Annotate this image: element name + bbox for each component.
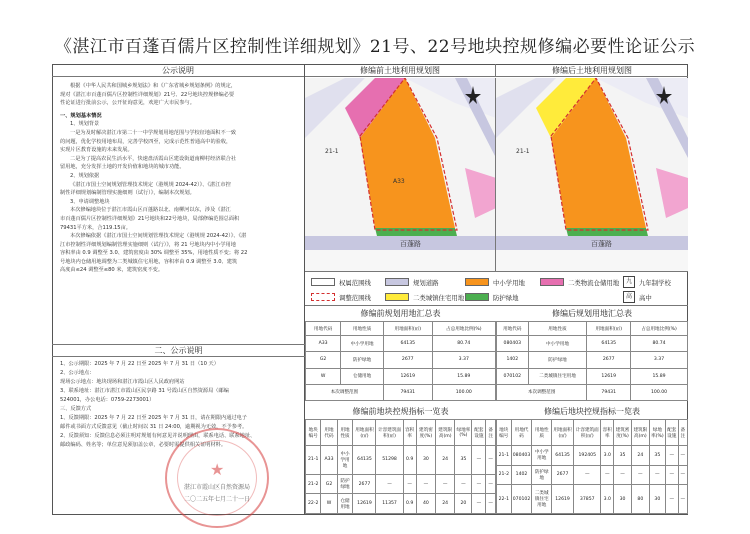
table-header: 容积率 — [601, 420, 614, 446]
table-cell: 64135 — [552, 446, 574, 466]
table-cell: 3.0 — [601, 446, 614, 466]
table-cell: — — [678, 446, 687, 466]
page-title: 《湛江市百蓬百儒片区控制性详细规划》21号、22号地块控规修编必要性论证公示 — [54, 37, 696, 57]
table-cell: — — [574, 465, 601, 485]
map-before-road-label: 百蓬路 — [400, 240, 421, 248]
subsection-title: 3、申请调整地块 — [70, 198, 110, 205]
table-cell: 防护绿地 — [532, 465, 552, 485]
paragraph-line: 本次修编依据《湛江市国土空间规划管理技术规定（港规规 2024-42）》、《湛 — [70, 233, 247, 240]
legend-item — [623, 291, 652, 303]
paragraph-line: 一是为及时解决湛江市第二十一中学规划用地范围与学校征地面积不一致 — [70, 129, 237, 136]
table-cell: — — [455, 474, 472, 494]
seal-organization: 湛江市霞山区自然资源局 — [183, 484, 250, 491]
table-cell: 防护绿地 — [528, 352, 587, 368]
table-cell: G2 — [321, 474, 337, 494]
table-cell: 仓储用地 — [337, 494, 353, 514]
nine-year-school-icon: 九 — [623, 276, 635, 288]
legend-item — [465, 276, 525, 288]
detail-line: 1、公示期限：2025 年 7 月 22 日至 2025 年 7 月 31 日（10 天） — [60, 361, 219, 367]
table-cell: 30 — [416, 446, 435, 475]
table-row — [306, 336, 496, 352]
legend-label: 调整范围线 — [339, 293, 371, 302]
table-cell: 15.89 — [432, 368, 495, 384]
table-cell: 22-1 — [497, 485, 512, 514]
paragraph-line: 《湛江市国土空间规划管理技术规定（港规规 2024-42）》、《湛江市控 — [70, 181, 231, 188]
table-header: 用地性质 — [532, 420, 552, 446]
detail-line: 2、反馈须知：反馈信息必须注明对规划有何意见并说明理由，联系电话、联系地址、 — [60, 433, 256, 439]
table-cell: 24 — [631, 446, 649, 466]
table-cell: 12619 — [353, 494, 376, 514]
legend-item — [311, 276, 371, 288]
map-legend — [305, 272, 688, 306]
map-after — [496, 78, 688, 272]
table-header: 备注 — [486, 420, 496, 446]
table-cell: 080403 — [511, 446, 532, 466]
table-cell: 二类城镇住宅用地 — [528, 368, 587, 384]
table-cell: — — [678, 465, 687, 485]
explanation-heading: 公示说明 — [52, 64, 304, 77]
table-cell: 30 — [614, 485, 632, 514]
table-header: 用地性质 — [528, 322, 587, 336]
detail-line: 邮件或书面方式反馈意见（截止时间以 31 日 24:00，逾期视为无效，不予参考。 — [60, 424, 248, 430]
intro-line: 现对《湛江市百蓬百儒片区控制性详细规划》21号、22号地块控规修编必要 — [60, 91, 235, 98]
table-cell: 51298 — [376, 446, 403, 475]
table-cell: 2677 — [552, 465, 574, 485]
table-cell: 64135 — [353, 446, 376, 475]
table-cell: 防护绿地 — [337, 474, 353, 494]
intro-line: 根据《中华人民共和国城乡规划法》和《广东省城乡规划条例》的规定， — [70, 83, 237, 89]
table-cell: 79431 — [587, 384, 631, 400]
detail-line: 3、联系地址：湛江市湛江市霞山区民享路 31 号霞山区自然资源局（邮编 — [60, 388, 229, 394]
map-after-drawing — [496, 78, 688, 272]
legend-label: 高中 — [639, 293, 652, 302]
table-header: 备注 — [678, 420, 687, 446]
table-header: 配套设施 — [472, 420, 486, 446]
table-cell: 20 — [455, 494, 472, 514]
map-before — [305, 78, 496, 272]
table-cell: — — [665, 465, 678, 485]
table-cell: 12619 — [587, 368, 631, 384]
table-cell: 3.0 — [601, 485, 614, 514]
explanation-text — [60, 82, 298, 275]
paragraph-line: 本次修编地块位于湛江市霞山区百蓬路以北、南柳河以东，涉及《湛江 — [70, 207, 231, 214]
paragraph-line: 实现片区教育设施的未来发展。 — [60, 147, 133, 154]
paragraph-line: 留用地，充分发挥土地的开发价值和地块的城市功能。 — [60, 164, 185, 171]
table-header: 计容建筑面积(㎡) — [574, 420, 601, 446]
table-cell: 22-2 — [306, 494, 321, 514]
table-row — [497, 465, 688, 485]
table-cell: 11357 — [376, 494, 403, 514]
legend-swatch — [540, 278, 564, 286]
legend-label: 九年制学校 — [639, 278, 671, 287]
table-header: 配套设施 — [665, 420, 678, 446]
table-header: 用地面积(㎡) — [587, 322, 631, 336]
paragraph-line: 市百蓬百儒片区控制性详细规划》21号地块和22号地块，局部修编范围总面积 — [60, 215, 240, 222]
table-header: 用地面积(㎡) — [383, 322, 432, 336]
table-cell: 80.74 — [432, 336, 495, 352]
table-cell: 0.9 — [403, 446, 416, 475]
after-summary-title: 修编后规划用地汇总表 — [552, 309, 632, 318]
seal-date: 二〇二五年七月二十一日 — [183, 496, 250, 503]
after-indicator-table — [496, 419, 688, 514]
table-header: 用地面积(㎡) — [552, 420, 574, 446]
map-after-block-label: 21-1 — [516, 148, 530, 155]
table-cell: 1402 — [497, 352, 529, 368]
table-header: 用地性质 — [341, 322, 384, 336]
legend-swatch — [311, 278, 335, 286]
seal-star-icon: ★ — [210, 460, 225, 479]
legend-label: 二类物流仓储用地 — [568, 278, 620, 287]
table-cell: 12619 — [383, 368, 432, 384]
table-cell: — — [665, 485, 678, 514]
table-row — [306, 368, 496, 384]
table-cell: 21-1 — [306, 446, 321, 475]
subsection-title: 2、规划依据 — [70, 172, 100, 179]
detail-line: 现场公示地点：地块现场和湛江市霞山区人民政府网站 — [60, 379, 185, 385]
legend-item — [465, 291, 519, 303]
table-cell: 仓储用地 — [341, 368, 384, 384]
table-cell: 12619 — [552, 485, 574, 514]
section-1-title: 一、规划基本情况 — [60, 112, 102, 119]
table-header: 容积率 — [403, 420, 416, 446]
paragraph-line: 二是为了提高农民生活水平，快速盘活霞山区建设街道南柳村经济联合社 — [70, 155, 237, 162]
paragraph-line: 制性详细规划编制管理实施细则（试行）》，编制本次规划。 — [60, 190, 195, 197]
table-cell: — — [678, 485, 687, 514]
map-before-title: 修编前土地利用规划图 — [305, 64, 496, 77]
table-row — [306, 494, 496, 514]
table-cell: 二类城镇住宅用地 — [532, 485, 552, 514]
map-after-title: 修编后土地利用规划图 — [496, 64, 688, 77]
after-indicator-title: 修编后地块控规指标一览表 — [544, 407, 640, 416]
legend-swatch — [465, 293, 489, 301]
legend-item — [385, 276, 439, 288]
table-cell: 本次调整范围 — [306, 384, 384, 400]
table-cell: — — [486, 494, 496, 514]
before-summary-table — [305, 321, 496, 401]
table-cell: A33 — [321, 446, 337, 475]
table-cell: 21-2 — [306, 474, 321, 494]
legend-swatch — [385, 293, 409, 301]
table-cell: — — [486, 474, 496, 494]
subsection-title: 1、规划背景 — [70, 121, 100, 128]
table-header: 占总用地比例(%) — [631, 322, 688, 336]
table-cell: 070102 — [511, 485, 532, 514]
paragraph-line: 79431平方米，合119.15亩。 — [60, 224, 131, 231]
table-cell: 100.00 — [432, 384, 495, 400]
table-header: 建筑密度(%) — [614, 420, 632, 446]
table-cell: 80 — [631, 485, 649, 514]
table-header: 用地代码 — [497, 322, 529, 336]
detail-line: 2、公示地点： — [60, 370, 95, 376]
table-cell: 35 — [455, 446, 472, 475]
legend-swatch — [311, 293, 335, 301]
table-header: 绿地率(%) — [649, 420, 665, 446]
table-total-row — [306, 384, 496, 400]
table-cell: A33 — [306, 336, 341, 352]
paragraph-line: 高度由≤24 调整至≤80 米，建筑密度不变。 — [60, 267, 164, 274]
legend-label: 防护绿地 — [493, 293, 519, 302]
table-cell: 防护绿地 — [341, 352, 384, 368]
table-cell: 本次调整范围 — [497, 384, 587, 400]
table-cell: — — [665, 446, 678, 466]
table-header: 建筑限高(m) — [631, 420, 649, 446]
notice-details — [60, 360, 298, 450]
before-indicator-table — [305, 419, 496, 514]
table-total-row — [497, 384, 688, 400]
table-header: 占总用地比例(%) — [432, 322, 495, 336]
table-cell: 100.00 — [631, 384, 688, 400]
table-cell: 080403 — [497, 336, 529, 352]
table-cell: — — [601, 465, 614, 485]
map-before-drawing — [305, 78, 496, 272]
table-cell: 1402 — [511, 465, 532, 485]
table-header: 建筑限高(m) — [436, 420, 455, 446]
table-row — [497, 446, 688, 466]
table-cell: — — [486, 446, 496, 475]
table-cell: 24 — [436, 446, 455, 475]
intro-line: 性论证进行批前公示，公开征询意见，欢迎广大市民参与。 — [60, 100, 195, 107]
table-header: 用地面积(㎡) — [353, 420, 376, 446]
legend-item — [540, 276, 619, 288]
table-row — [497, 336, 688, 352]
after-summary-table — [496, 321, 688, 401]
table-cell: — — [472, 474, 486, 494]
table-header: 用地代码 — [511, 420, 532, 446]
table-cell: 中小学用地 — [337, 446, 353, 475]
table-cell: 21-2 — [497, 465, 512, 485]
legend-label: 二类城镇住宅用地 — [413, 293, 465, 302]
table-cell: 中小学用地 — [341, 336, 384, 352]
table-cell: W — [306, 368, 341, 384]
legend-swatch — [465, 278, 489, 286]
paragraph-line: 容积率由 0.9 调整至 3.0、建筑密度由 30% 调整至 35%，用地性质不变；将 22 — [60, 250, 248, 257]
table-header: 地块编号 — [306, 420, 321, 446]
paragraph-line: 的问题，优化学校用地布局，完善学校四至，完成示范性普通高中的验收， — [60, 138, 232, 145]
legend-swatch — [385, 278, 409, 286]
table-cell: 中小学用地 — [528, 336, 587, 352]
legend-item — [385, 291, 464, 303]
table-header: 计容建筑面积(㎡) — [376, 420, 403, 446]
map-after-road-label: 百蓬路 — [591, 240, 612, 248]
table-cell: — — [472, 494, 486, 514]
detail-line: 邮政编码、姓名等；单位意见须加盖公章，必要时需提供相关证明材料。 — [60, 442, 227, 448]
table-cell: 79431 — [383, 384, 432, 400]
table-cell: G2 — [306, 352, 341, 368]
table-cell: — — [416, 474, 435, 494]
table-row — [306, 446, 496, 475]
table-header: 地块编号 — [497, 420, 512, 446]
table-cell: 30 — [649, 485, 665, 514]
table-cell: — — [403, 474, 416, 494]
detail-line: 1、反馈期限：2025 年 7 月 22 日至 2025 年 7 月 31 日，请在期限内通过电子 — [60, 415, 247, 421]
table-header: 用地性质 — [337, 420, 353, 446]
before-indicator-title: 修编前地块控规指标一览表 — [352, 407, 449, 416]
table-cell: 0.9 — [403, 494, 416, 514]
paragraph-line: 号地块内仓储用地调整为二类城镇住宅用地，容积率由 0.9 调整至 3.0、建筑 — [60, 258, 238, 265]
detail-line: 524001，办公电话：0759-2273001） — [60, 397, 155, 403]
section-2-heading: 二、公示说明 — [52, 344, 305, 357]
table-cell: 24 — [436, 494, 455, 514]
detail-line: 三、反馈方式 — [60, 406, 92, 412]
table-cell: 21-1 — [497, 446, 512, 466]
map-before-block-label: A33 — [393, 178, 405, 185]
table-cell: — — [614, 465, 632, 485]
table-row — [497, 485, 688, 514]
table-cell: — — [376, 474, 403, 494]
table-cell: 中小学用地 — [532, 446, 552, 466]
table-cell: 2677 — [587, 352, 631, 368]
table-cell: 37857 — [574, 485, 601, 514]
legend-item — [311, 291, 371, 303]
table-header: 建筑密度(%) — [416, 420, 435, 446]
table-header: 用地代码 — [321, 420, 337, 446]
table-cell: 3.37 — [631, 352, 688, 368]
map-before-block-label: 21-1 — [325, 148, 339, 155]
table-cell: 070102 — [497, 368, 529, 384]
paragraph-line: 江市控制性详细规划编制管理实施细则（试行）》，将 21 号地块内中小学用地 — [60, 241, 236, 248]
table-cell: 192405 — [574, 446, 601, 466]
legend-item — [623, 276, 671, 288]
table-cell: — — [472, 446, 486, 475]
table-cell: 15.89 — [631, 368, 688, 384]
legend-label: 权属范围线 — [339, 278, 371, 287]
high-school-icon: 高 — [623, 291, 635, 303]
table-cell: W — [321, 494, 337, 514]
before-summary-title: 修编前规划用地汇总表 — [360, 309, 441, 318]
table-cell: 2677 — [383, 352, 432, 368]
legend-label: 规划道路 — [413, 278, 439, 287]
table-cell: 64135 — [383, 336, 432, 352]
table-cell: 2677 — [353, 474, 376, 494]
table-cell: — — [436, 474, 455, 494]
table-cell: 35 — [614, 446, 632, 466]
table-row — [497, 368, 688, 384]
legend-label: 中小学用地 — [493, 278, 525, 287]
official-seal — [165, 428, 269, 528]
table-row — [306, 474, 496, 494]
table-row — [497, 352, 688, 368]
table-cell: 40 — [416, 494, 435, 514]
table-row — [306, 352, 496, 368]
table-cell: 3.37 — [432, 352, 495, 368]
table-cell: 80.74 — [631, 336, 688, 352]
table-cell: 64135 — [587, 336, 631, 352]
table-cell: 35 — [649, 446, 665, 466]
table-header: 绿地率(%) — [455, 420, 472, 446]
table-cell: — — [649, 465, 665, 485]
table-cell: — — [631, 465, 649, 485]
table-header: 用地代码 — [306, 322, 341, 336]
